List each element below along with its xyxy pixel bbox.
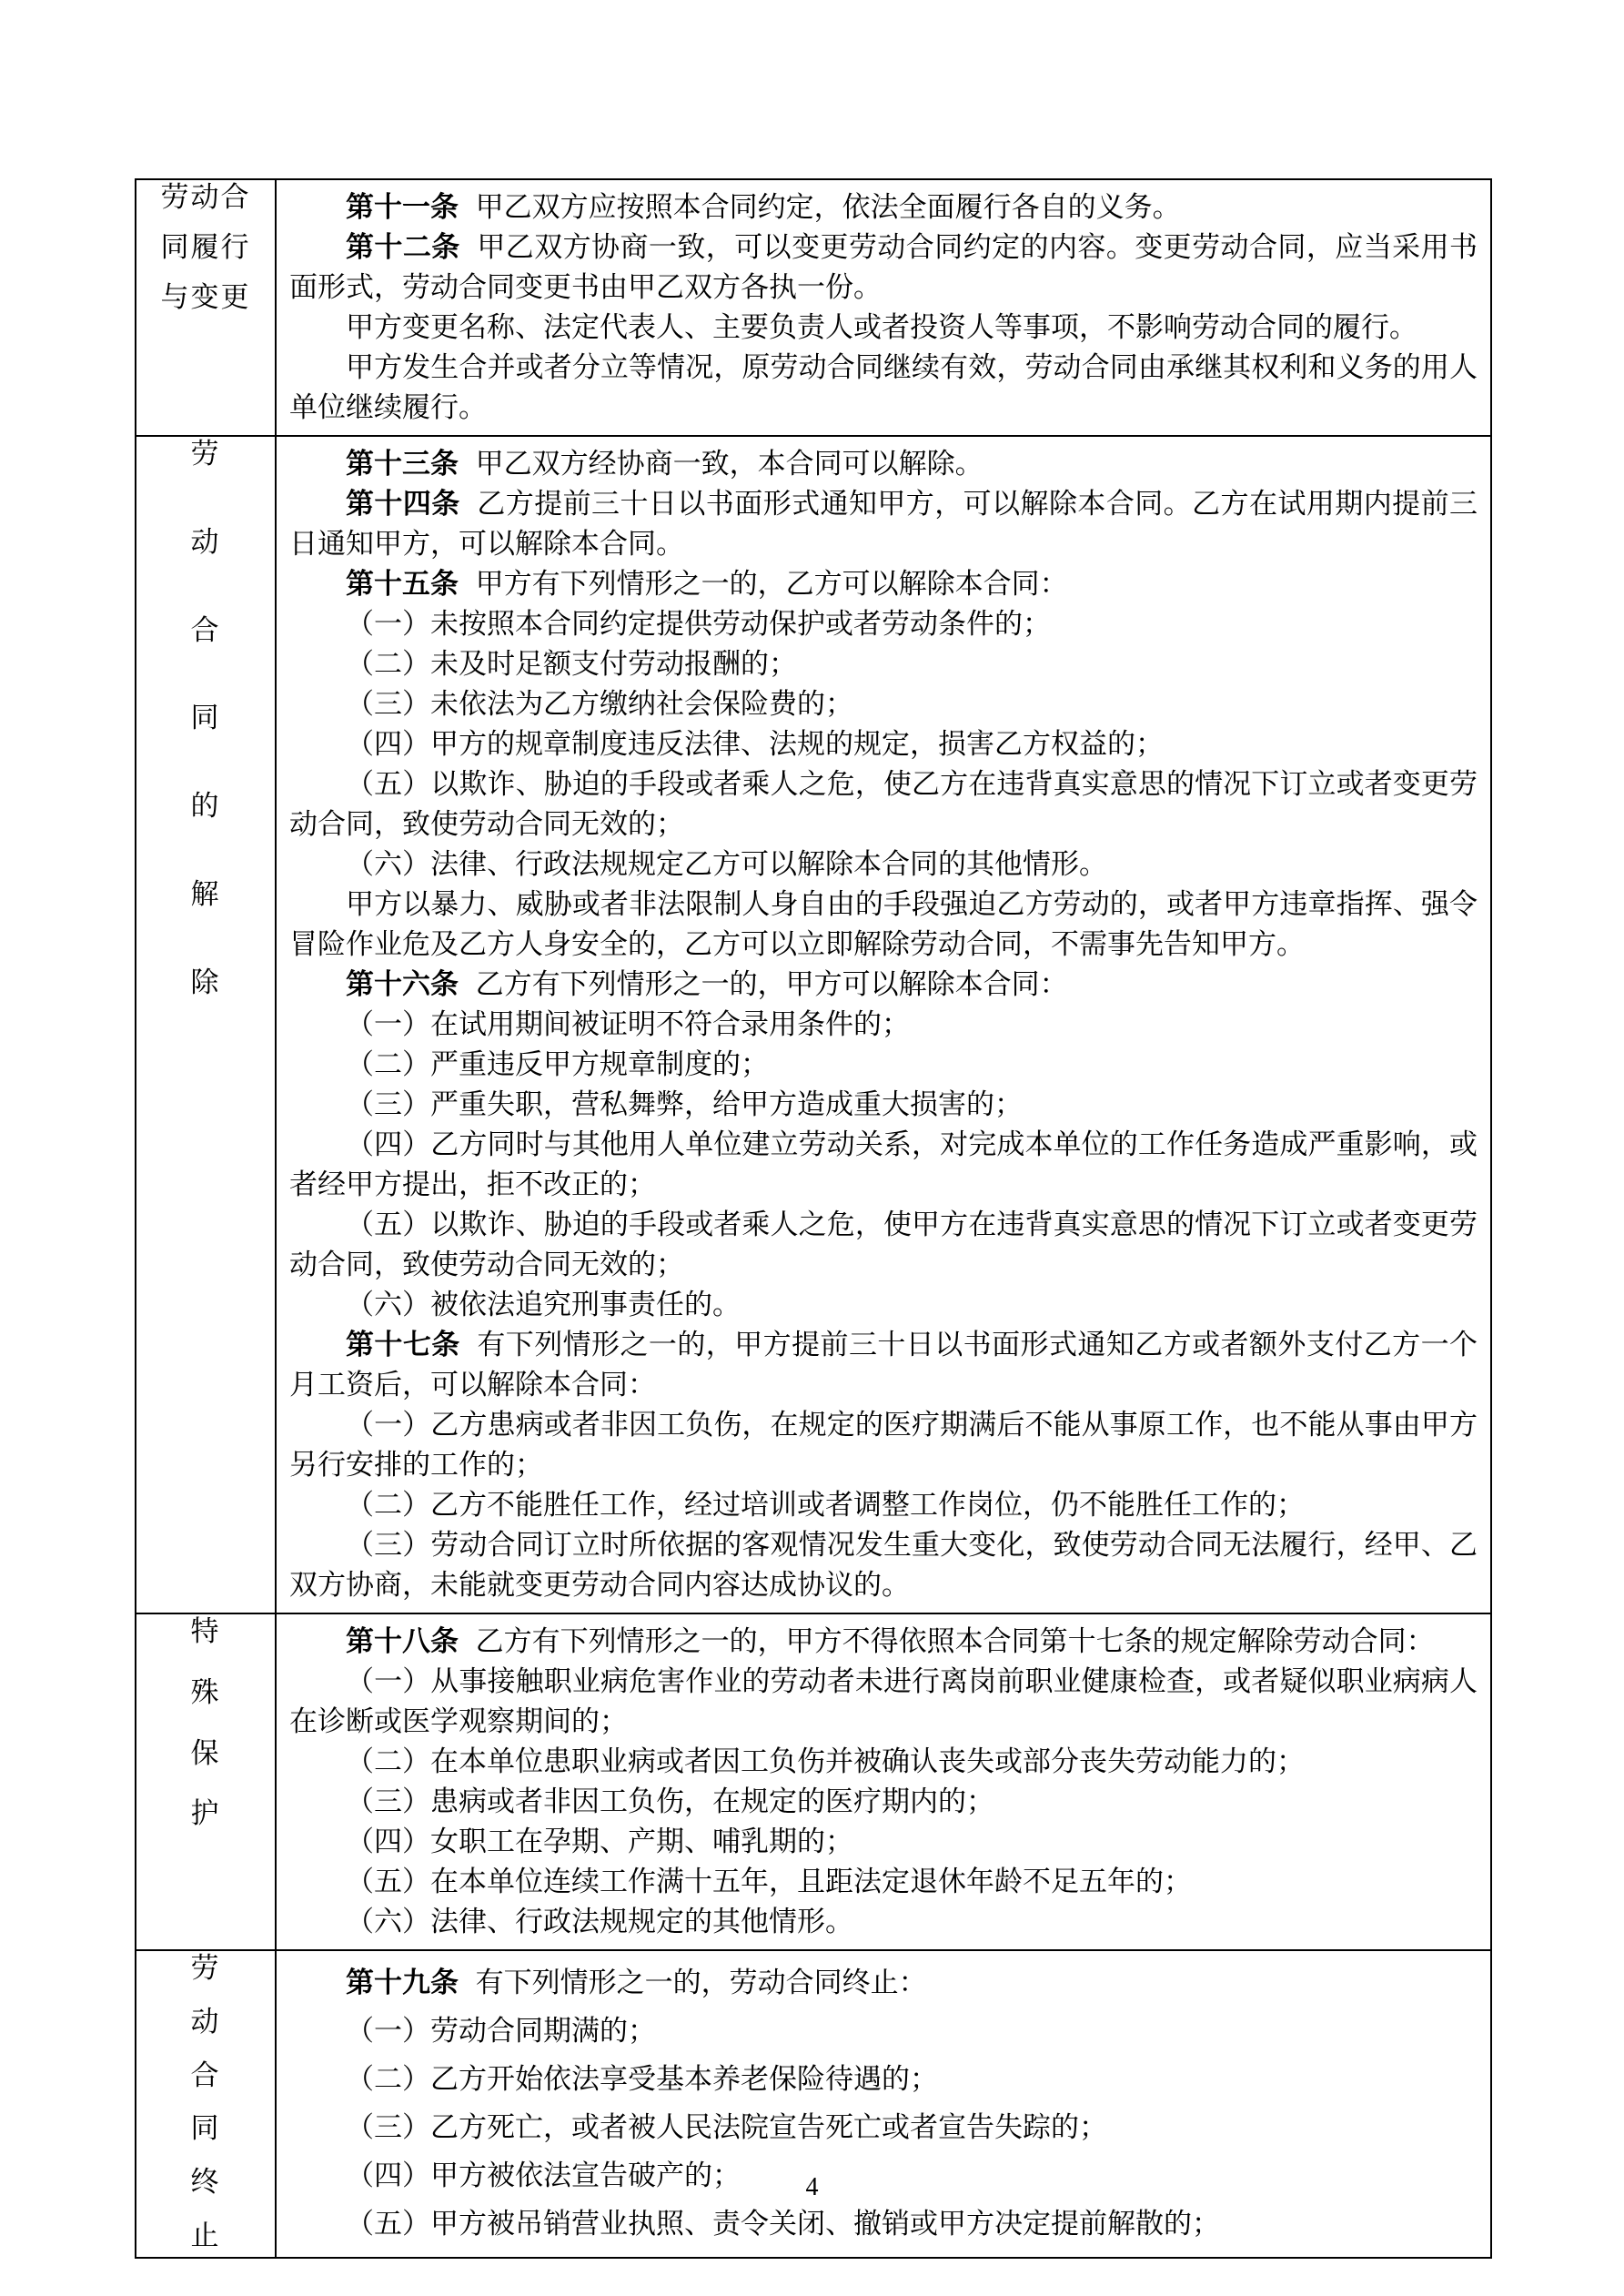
contract-paragraph [289,1782,1478,1822]
section-label-line: 与变更 [160,280,251,313]
paragraph-text: （四）女职工在孕期、产期、哺乳期的； [346,1826,853,1857]
paragraph-text: 乙方提前三十日以书面形式通知甲方，可以解除本合同。乙方在试用期内提前三日通知甲方，可以解除本合同。 [289,488,1478,560]
paragraph-text: （三）劳动合同订立时所依据的客观情况发生重大变化，致使劳动合同无法履行，经甲、乙双方协商，未能就变更劳动合同内容达成协议的。 [289,1529,1478,1601]
section-content-labor-contract-expiration [276,1950,1491,2258]
contract-paragraph [289,724,1478,764]
section-label-line: 止 [190,2219,221,2251]
paragraph-text: （四）甲方被依法宣告破产的； [346,2159,741,2191]
section-label-line: 动 [190,525,221,558]
section-label-line: 殊 [190,1675,221,1708]
section-label-line: 劳 [190,438,221,470]
paragraph-text: （六）法律、行政法规规定乙方可以解除本合同的其他情形。 [346,848,1107,880]
paragraph-text: （四）乙方同时与其他用人单位建立劳动关系，对完成本单位的工作任务造成严重影响，或者经甲方提出，拒不改正的； [289,1128,1478,1200]
paragraph-text: （五）甲方被吊销营业执照、责令关闭、撤销或甲方决定提前解散的； [346,2208,1220,2240]
contract-paragraph [289,187,1478,228]
section-label-line: 除 [190,966,221,998]
paragraph-text: 甲方发生合并或者分立等情况，原劳动合同继续有效，劳动合同由承继其权利和义务的用人单位继续履行。 [289,351,1478,423]
section-row-labor-contract-expiration [136,1950,1491,2258]
paragraph-text: 有下列情形之一的，劳动合同终止： [475,1967,927,1998]
paragraph-text: （二）在本单位患职业病或者因工负伤并被确认丧失或部分丧失劳动能力的； [346,1745,1305,1777]
contract-paragraph [289,1325,1478,1405]
section-row-labor-contract-termination-by-rescission [136,436,1491,1613]
section-row-special-protection [136,1613,1491,1950]
section-label-line: 劳 [190,1952,221,1984]
contract-paragraph [289,1085,1478,1125]
article-number: 第十三条 [346,448,459,480]
section-row-labor-contract-performance-and-change [136,179,1491,436]
section-label-line: 同 [190,2112,221,2145]
paragraph-text: 甲乙双方经协商一致，本合同可以解除。 [475,448,983,480]
paragraph-text: （六）法律、行政法规规定的其他情形。 [346,1906,853,1937]
contract-paragraph [289,1822,1478,1862]
paragraph-text: 甲方变更名称、法定代表人、主要负责人或者投资人等事项，不影响劳动合同的履行。 [346,311,1417,343]
contract-paragraph [289,1405,1478,1485]
paragraph-text: （三）严重失职，营私舞弊，给甲方造成重大损害的； [346,1088,1023,1120]
contract-paragraph [289,1205,1478,1285]
paragraph-text: 有下列情形之一的，甲方提前三十日以书面形式通知乙方或者额外支付乙方一个月工资后，可以解除本合同： [289,1329,1478,1401]
contract-paragraph [289,885,1478,965]
paragraph-text: （二）乙方不能胜任工作，经过培训或者调整工作岗位，仍不能胜任工作的； [346,1489,1305,1521]
section-label-labor-contract-expiration [136,1950,276,2258]
section-label-special-protection [136,1613,276,1950]
section-label-line: 劳动合 [160,181,251,213]
article-number: 第十七条 [346,1329,460,1360]
paragraph-text: （二）乙方开始依法享受基本养老保险待遇的； [346,2063,938,2095]
paragraph-text: （四）甲方的规章制度违反法律、法规的规定，损害乙方权益的； [346,728,1164,760]
contract-paragraph [289,684,1478,724]
section-label-line: 特 [190,1615,221,1647]
contract-paragraph [289,1485,1478,1525]
contract-paragraph [289,2200,1478,2248]
paragraph-text: 乙方有下列情形之一的，甲方不得依照本合同第十七条的规定解除劳动合同： [475,1625,1435,1657]
contract-paragraph [289,444,1478,484]
contract-paragraph [289,308,1478,348]
paragraph-text: 甲乙双方应按照本合同约定，依法全面履行各自的义务。 [475,191,1181,223]
section-label-line: 终 [190,2166,221,2198]
section-label-wrap [136,437,275,1000]
section-content-special-protection [276,1613,1491,1950]
section-label-line: 同履行 [160,230,251,263]
contract-paragraph [289,1285,1478,1325]
contract-paragraph [289,1862,1478,1902]
section-label-wrap [136,180,275,315]
section-label-labor-contract-termination-by-rescission [136,436,276,1613]
paragraph-text: 甲乙双方协商一致，可以变更劳动合同约定的内容。变更劳动合同，应当采用书面形式，劳动合同变更书由甲乙双方各执一份。 [289,231,1478,303]
paragraph-text: （一）乙方患病或者非因工负伤，在规定的医疗期满后不能从事原工作，也不能从事由甲方另行安排的工作的； [289,1409,1478,1481]
section-label-labor-contract-performance-and-change [136,179,276,436]
contract-paragraph [289,1525,1478,1605]
contract-paragraph [289,2007,1478,2055]
paragraph-text: 甲方有下列情形之一的，乙方可以解除本合同： [475,568,1068,600]
contract-paragraph [289,564,1478,604]
paragraph-text: （一）劳动合同期满的； [346,2015,656,2047]
paragraph-text: （一）未按照本合同约定提供劳动保护或者劳动条件的； [346,608,1051,640]
paragraph-text: （一）从事接触职业病危害作业的劳动者未进行离岗前职业健康检查，或者疑似职业病病人在诊断或医学观察期间的； [289,1665,1478,1737]
section-label-line: 同 [190,702,221,734]
contract-paragraph [289,644,1478,684]
contract-paragraph [289,2055,1478,2103]
paragraph-text: （五）在本单位连续工作满十五年，且距法定退休年龄不足五年的； [346,1866,1192,1897]
paragraph-text: （二）严重违反甲方规章制度的； [346,1048,769,1080]
section-label-wrap [136,1951,275,2254]
paragraph-text: （一）在试用期间被证明不符合录用条件的； [346,1008,910,1040]
paragraph-text: （三）未依法为乙方缴纳社会保险费的； [346,688,853,720]
article-number: 第十二条 [346,231,460,263]
section-label-line: 合 [190,613,221,646]
contract-paragraph [289,1902,1478,1942]
contract-paragraph [289,965,1478,1005]
section-label-line: 合 [190,2058,221,2091]
table-body [136,179,1491,2258]
section-content-labor-contract-termination-by-rescission [276,436,1491,1613]
contract-paragraph [289,764,1478,845]
section-label-line: 的 [190,790,221,822]
paragraph-text: 乙方有下列情形之一的，甲方可以解除本合同： [475,968,1068,1000]
article-number: 第十一条 [346,191,459,223]
contract-paragraph [289,1045,1478,1085]
paragraph-text: （三）乙方死亡，或者被人民法院宣告死亡或者宣告失踪的； [346,2111,1107,2143]
contract-paragraph [289,228,1478,308]
section-label-line: 护 [190,1797,221,1830]
section-label-wrap [136,1614,275,1832]
contract-paragraph [289,484,1478,564]
paragraph-text: （二）未及时足额支付劳动报酬的； [346,648,797,680]
paragraph-text: （三）患病或者非因工负伤，在规定的医疗期内的； [346,1785,994,1817]
contract-paragraph [289,348,1478,428]
contract-paragraph [289,604,1478,644]
paragraph-text: （六）被依法追究刑事责任的。 [346,1289,741,1320]
section-label-line: 保 [190,1736,221,1769]
section-label-line: 解 [190,877,221,910]
contract-paragraph [289,845,1478,885]
article-number: 第十四条 [346,488,460,520]
article-number: 第十五条 [346,568,459,600]
paragraph-text: （五）以欺诈、胁迫的手段或者乘人之危，使甲方在违背真实意思的情况下订立或者变更劳动合同，致使劳动合同无效的； [289,1209,1478,1280]
section-content-labor-contract-performance-and-change [276,179,1491,436]
contract-paragraph [289,1662,1478,1742]
contract-paragraph [289,1958,1478,2007]
paragraph-text: （五）以欺诈、胁迫的手段或者乘人之危，使乙方在违背真实意思的情况下订立或者变更劳动合同，致使劳动合同无效的； [289,768,1478,840]
paragraph-text: 甲方以暴力、威胁或者非法限制人身自由的手段强迫乙方劳动的，或者甲方违章指挥、强令冒险作业危及乙方人身安全的，乙方可以立即解除劳动合同，不需事先告知甲方。 [289,888,1478,960]
contract-paragraph [289,1622,1478,1662]
article-number: 第十九条 [346,1967,459,1998]
contract-table [135,178,1492,2259]
article-number: 第十八条 [346,1625,459,1657]
page-number: 4 [805,2173,819,2201]
contract-paragraph [289,2103,1478,2151]
contract-paragraph [289,1742,1478,1782]
section-label-line: 动 [190,2005,221,2038]
contract-paragraph [289,1005,1478,1045]
article-number: 第十六条 [346,968,459,1000]
contract-paragraph [289,1125,1478,1205]
